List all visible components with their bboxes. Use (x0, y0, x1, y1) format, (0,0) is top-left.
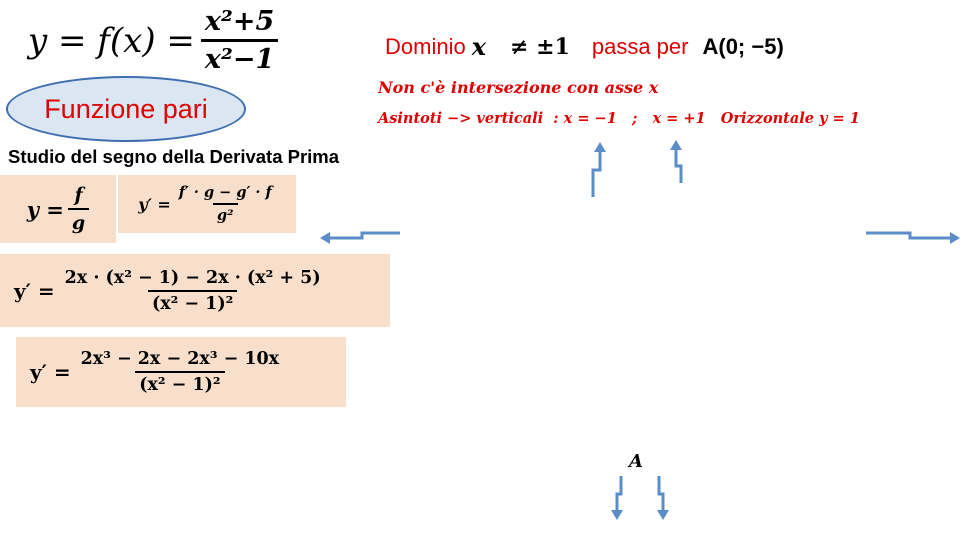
funzione-pari-label: Funzione pari (44, 93, 208, 124)
quotient-lhs: y = (26, 196, 64, 222)
dominio-condition: ≠ ±1 (510, 33, 570, 60)
rule-num: f′ · g − g′ · f (178, 184, 272, 201)
d1-num: 2x · (x² − 1) − 2x · (x² + 5) (64, 267, 321, 288)
left-asymptote-lower-arrow (617, 476, 621, 510)
quotient-den: g (68, 208, 89, 234)
left-horizontal-arrow (330, 233, 400, 238)
dominio-variable: x (471, 32, 487, 61)
graph-point-label: A (629, 451, 643, 472)
quotient-num: f (74, 184, 83, 206)
d1-den: (x² − 1)² (148, 290, 237, 314)
equation-denominator: x²−1 (201, 39, 278, 75)
d2-den: (x² − 1)² (135, 371, 224, 395)
d1-lhs: y′ = (14, 278, 55, 303)
d2-num: 2x³ − 2x − 2x³ − 10x (80, 349, 280, 369)
right-asymptote-upper-arrow (676, 150, 681, 183)
d2-lhs: y′ = (30, 360, 71, 384)
equation-numerator: x²+5 (204, 6, 275, 37)
asintoti-text: Asintoti −> verticali : x = −1 ; x = +1 Orizzontale y = 1 (378, 110, 860, 127)
rule-lhs: y′ = (138, 194, 171, 214)
equation-lhs: y = f(x) = (28, 20, 195, 61)
point-a: A(0; −5) (702, 33, 784, 59)
rule-den: g² (213, 203, 238, 224)
dominio-label: Dominio (385, 33, 466, 59)
right-horizontal-arrow (866, 233, 950, 238)
intersezione-text: Non c'è intersezione con asse x (378, 78, 659, 97)
passa-per-label: passa per (591, 33, 689, 59)
study-title: Studio del segno della Derivata Prima (8, 146, 340, 167)
left-asymptote-upper-arrow (593, 152, 600, 197)
right-asymptote-lower-arrow (659, 476, 663, 510)
